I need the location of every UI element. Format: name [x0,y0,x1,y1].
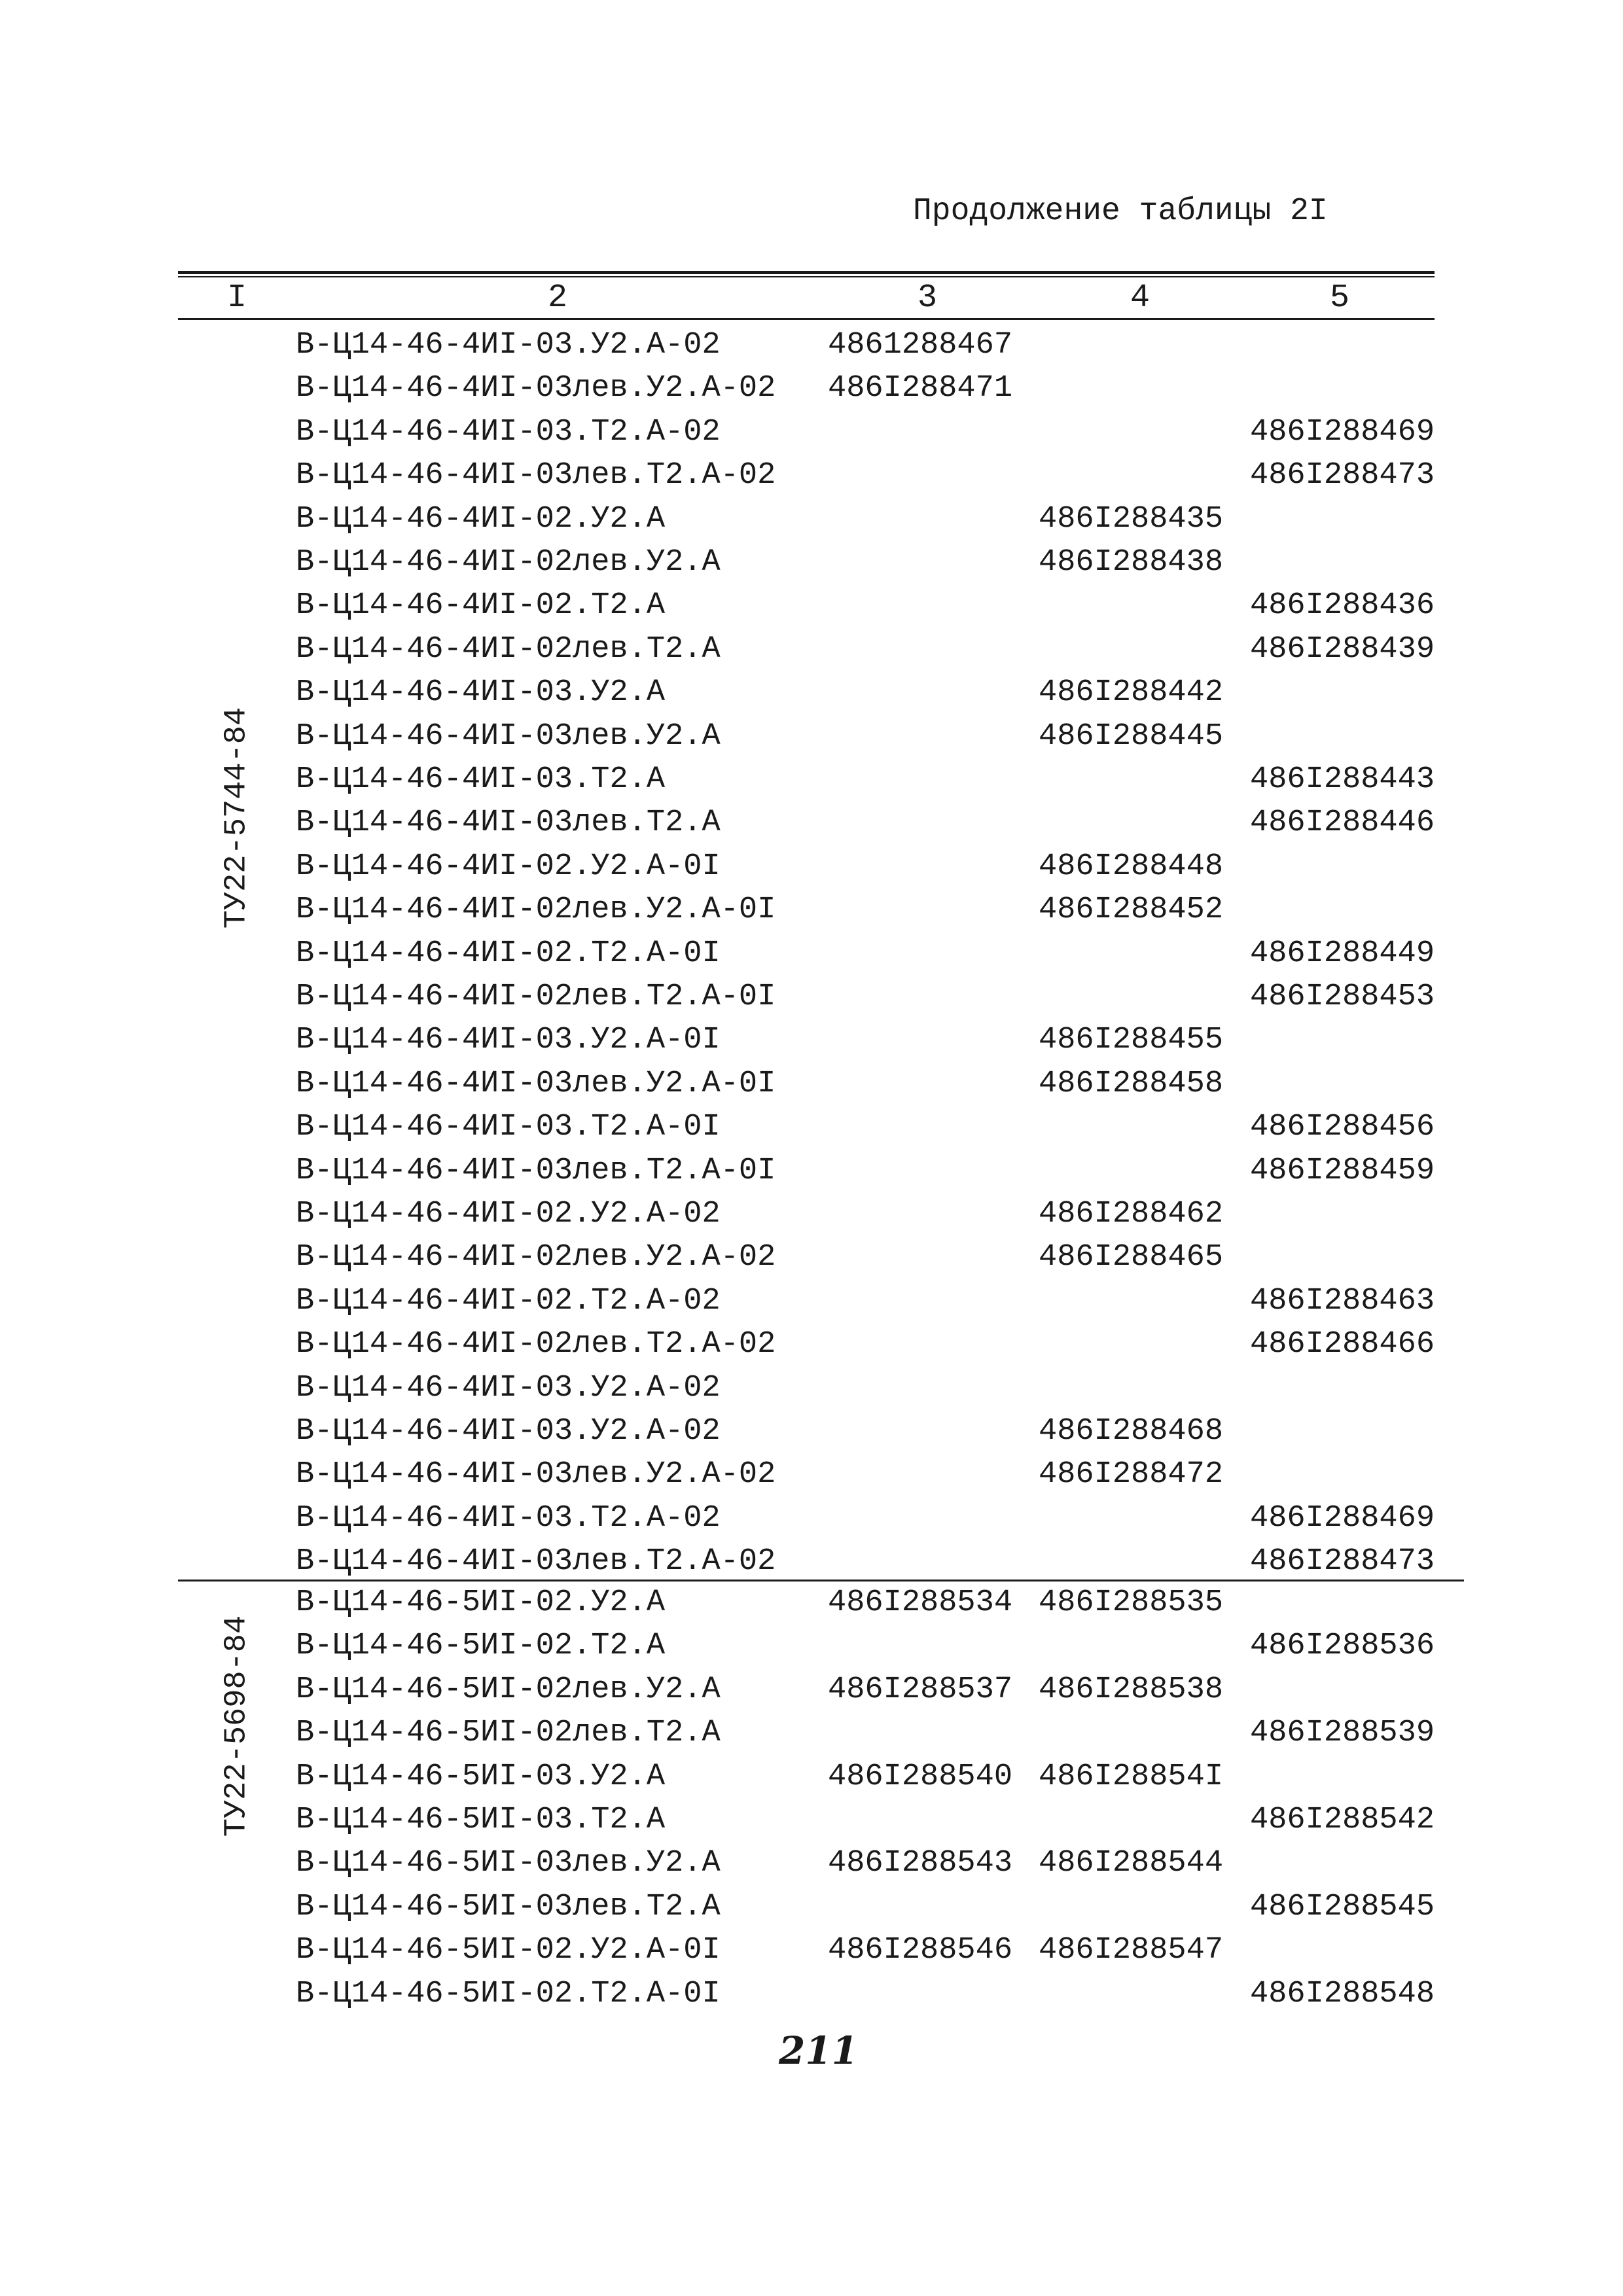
code-cell-col-4: 486I288445 [1039,718,1224,754]
code-cell-col-4: 486I288442 [1039,675,1224,711]
code-cell-col-4: 486I288465 [1039,1240,1224,1275]
model-designation-cell: В-Ц14-46-4ИI-03.Т2.А [296,762,666,797]
model-designation-cell: В-Ц14-46-5ИI-03.Т2.А [296,1803,666,1837]
model-designation-cell: В-Ц14-46-4ИI-02лев.Т2.А [296,631,721,667]
model-designation-cell: В-Ц14-46-4ИI-03лев.Т2.А-0I [296,1153,776,1188]
model-designation-cell: В-Ц14-46-5ИI-02лев.У2.А [296,1672,721,1707]
code-cell-col-5: 486I288548 [1250,1976,1435,2011]
model-designation-cell: В-Ц14-46-4ИI-03.У2.А-02 [296,328,721,362]
model-designation-cell: В-Ц14-46-4ИI-03.У2.А-02 [296,1370,721,1405]
model-designation-cell: В-Ц14-46-5ИI-02лев.Т2.А [296,1716,721,1751]
header-col-4: 4 [1130,279,1150,317]
code-cell-col-4: 486I288458 [1039,1066,1224,1101]
code-cell-col-5: 486I288443 [1250,762,1435,797]
code-cell-col-4: 486I288435 [1039,501,1224,537]
code-cell-col-4: 486I288535 [1039,1585,1224,1620]
code-cell-col-5: 486I288436 [1250,588,1435,624]
code-cell-col-4: 486I288452 [1039,892,1224,928]
code-cell-col-5: 486I288542 [1250,1803,1435,1837]
code-cell-col-3: 486I288471 [828,371,1013,406]
code-cell-col-3: 486I288546 [828,1933,1013,1968]
code-cell-col-3: 486I288540 [828,1759,1013,1794]
model-designation-cell: В-Ц14-46-4ИI-02.У2.А [296,501,666,537]
model-designation-cell: В-Ц14-46-4ИI-03.У2.А-02 [296,1414,721,1449]
model-designation-cell: В-Ц14-46-5ИI-03лев.У2.А [296,1846,721,1881]
model-designation-cell: В-Ц14-46-4ИI-03.У2.А-0I [296,1023,721,1058]
code-cell-col-5: 486I288469 [1250,414,1435,450]
model-designation-cell: В-Ц14-46-5ИI-03.У2.А [296,1759,666,1794]
model-designation-cell: В-Ц14-46-4ИI-03лев.Т2.А [296,805,721,841]
code-cell-col-4: 486I288455 [1039,1023,1224,1058]
model-designation-cell: В-Ц14-46-4ИI-03лев.Т2.А-02 [296,458,776,493]
model-designation-cell: В-Ц14-46-4ИI-02лев.Т2.А-02 [296,1327,776,1362]
code-cell-col-4: 486I288544 [1039,1846,1224,1881]
code-cell-col-5: 486I288449 [1250,936,1435,971]
code-cell-col-5: 486I288453 [1250,980,1435,1014]
page-number: 211 [779,2028,859,2073]
code-cell-col-5: 486I288473 [1250,458,1435,493]
header-col-1: I [226,279,247,317]
model-designation-cell: В-Ц14-46-4ИI-02.Т2.А-02 [296,1283,721,1318]
header-col-3: 3 [917,279,937,317]
model-designation-cell: В-Ц14-46-4ИI-02.У2.А-0I [296,849,721,884]
code-cell-col-4: 486I288538 [1039,1672,1224,1707]
model-designation-cell: В-Ц14-46-4ИI-02лев.У2.А-02 [296,1240,776,1275]
model-designation-cell: В-Ц14-46-4ИI-03.Т2.А-0I [296,1110,721,1145]
spec-label-group-2: ТУ22-5698-84 [219,1615,255,1837]
table-top-rule [178,271,1435,274]
model-designation-cell: В-Ц14-46-4ИI-03лев.У2.А-02 [296,371,776,406]
code-cell-col-3: 486I288534 [828,1585,1013,1620]
code-cell-col-5: 486I288446 [1250,805,1435,841]
code-cell-col-5: 486I288545 [1250,1889,1435,1924]
code-cell-col-4: 486I288472 [1039,1457,1224,1492]
code-cell-col-5: 486I288473 [1250,1544,1435,1580]
code-cell-col-3: 4861288467 [828,328,1013,362]
code-cell-col-5: 486I288536 [1250,1629,1435,1664]
table-top-rule-inner [178,276,1435,277]
code-cell-col-4: 486I288438 [1039,545,1224,580]
model-designation-cell: В-Ц14-46-4ИI-02.Т2.А [296,588,666,624]
model-designation-cell: В-Ц14-46-5ИI-03лев.Т2.А [296,1889,721,1924]
code-cell-col-4: 486I288468 [1039,1414,1224,1449]
model-designation-cell: В-Ц14-46-5ИI-02.У2.А [296,1585,666,1620]
code-cell-col-3: 486I288537 [828,1672,1013,1707]
code-cell-col-5: 486I288539 [1250,1716,1435,1751]
model-designation-cell: В-Ц14-46-5ИI-02.У2.А-0I [296,1933,721,1968]
code-cell-col-5: 486I288463 [1250,1283,1435,1318]
code-cell-col-3: 486I288543 [828,1846,1013,1881]
model-designation-cell: В-Ц14-46-4ИI-03лев.У2.А-02 [296,1457,776,1492]
model-designation-cell: В-Ц14-46-4ИI-02лев.У2.А-0I [296,892,776,928]
model-designation-cell: В-Ц14-46-5ИI-02.Т2.А [296,1629,666,1664]
header-bottom-rule [178,318,1435,320]
header-col-2: 2 [547,279,567,317]
code-cell-col-4: 486I288462 [1039,1197,1224,1231]
model-designation-cell: В-Ц14-46-4ИI-02.У2.А-02 [296,1197,721,1231]
model-designation-cell: В-Ц14-46-4ИI-03.У2.А [296,675,666,711]
header-col-5: 5 [1329,279,1349,317]
code-cell-col-5: 486I288459 [1250,1153,1435,1188]
code-cell-col-5: 486I288439 [1250,631,1435,667]
model-designation-cell: В-Ц14-46-4ИI-03лев.У2.А [296,718,721,754]
model-designation-cell: В-Ц14-46-4ИI-03лев.У2.А-0I [296,1066,776,1101]
code-cell-col-5: 486I288466 [1250,1327,1435,1362]
model-designation-cell: В-Ц14-46-5ИI-02.Т2.А-0I [296,1976,721,2011]
code-cell-col-5: 486I288469 [1250,1500,1435,1536]
model-designation-cell: В-Ц14-46-4ИI-02лев.У2.А [296,545,721,580]
model-designation-cell: В-Ц14-46-4ИI-03лев.Т2.А-02 [296,1544,776,1580]
spec-label-group-1: ТУ22-5744-84 [219,707,255,929]
code-cell-col-4: 486I288547 [1039,1933,1224,1968]
model-designation-cell: В-Ц14-46-4ИI-02.Т2.А-0I [296,936,721,971]
model-designation-cell: В-Ц14-46-4ИI-02лев.Т2.А-0I [296,980,776,1014]
code-cell-col-4: 486I288448 [1039,849,1224,884]
table-caption: Продолжение таблицы 2I [913,194,1328,229]
model-designation-cell: В-Ц14-46-4ИI-03.Т2.А-02 [296,414,721,450]
code-cell-col-4: 486I28854I [1039,1759,1224,1794]
code-cell-col-5: 486I288456 [1250,1110,1435,1145]
model-designation-cell: В-Ц14-46-4ИI-03.Т2.А-02 [296,1500,721,1536]
